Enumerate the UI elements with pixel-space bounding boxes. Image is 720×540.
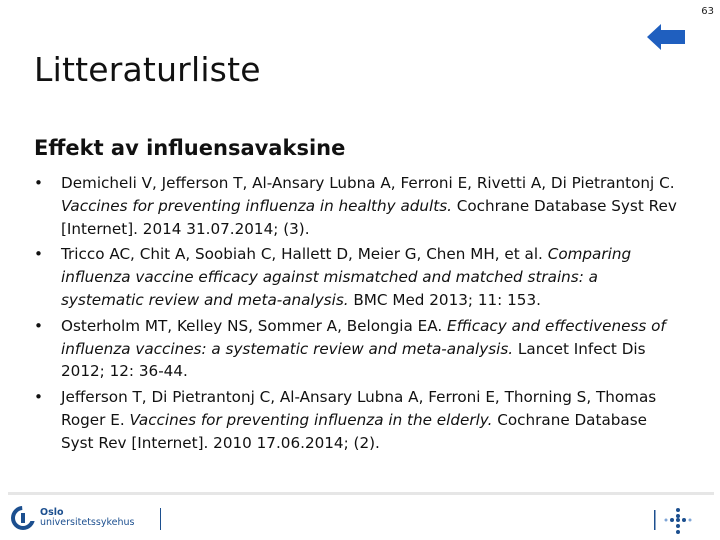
bullet: • — [34, 174, 43, 192]
reference-authors: Osterholm MT, Kelley NS, Sommer A, Belongia EA. — [61, 316, 447, 335]
back-button[interactable] — [647, 24, 687, 50]
logo-line2: universitetssykehus — [40, 517, 135, 528]
logo-line1: Oslo — [40, 507, 64, 518]
left-arrow-icon — [647, 24, 687, 50]
reference-authors: Demicheli V, Jefferson T, Al-Ansary Lubna A, Ferroni E, Rivetti A, Di Pietrantonj C. — [61, 174, 675, 192]
reference-source: Cochrane Database Syst Rev [Internet]. 2010 17.06.2014; (2). — [61, 410, 647, 452]
reference-list — [34, 172, 684, 458]
bullet: • — [34, 316, 43, 335]
footer-emblem — [652, 506, 692, 534]
reference-item — [34, 172, 684, 240]
reference-title: Vaccines for preventing influenza in the elderly. — [129, 410, 493, 429]
reference-item — [34, 243, 684, 311]
hospital-logo — [10, 504, 170, 534]
section-heading: Effekt av influensavaksine — [34, 136, 346, 160]
dots-emblem-icon — [652, 506, 692, 534]
logo-text — [40, 508, 134, 528]
logo-separator — [160, 508, 161, 530]
reference-source: BMC Med 2013; 11: 153. — [348, 290, 541, 309]
reference-authors: Tricco AC, Chit A, Soobiah C, Hallett D, Meier G, Chen MH, et al. — [61, 245, 548, 264]
reference-item — [34, 315, 684, 383]
page-title: Litteraturliste — [34, 50, 261, 89]
logo-mark-icon — [10, 504, 36, 532]
bullet: • — [34, 245, 43, 264]
reference-title: Vaccines for preventing influenza in healthy adults. — [61, 196, 452, 215]
reference-authors: Jefferson T, Di Pietrantonj C, Al-Ansary Lubna A, Ferroni E, Thorning S, Thomas Roger E. — [61, 388, 657, 429]
reference-title: Comparing influenza vaccine efficacy against mismatched and matched strains: a systematic review and meta-analysis. — [61, 245, 632, 309]
bullet: • — [34, 388, 43, 407]
reference-source: Lancet Infect Dis 2012; 12: 36-44. — [61, 339, 646, 381]
page-number: 63 — [701, 6, 714, 17]
reference-item — [34, 386, 684, 454]
reference-source: Cochrane Database Syst Rev [Internet]. 2014 31.07.2014; (3). — [61, 196, 677, 238]
footer-divider — [8, 492, 714, 495]
reference-title: Efficacy and effectiveness of influenza vaccines: a systematic review and meta-analysis. — [61, 316, 666, 358]
